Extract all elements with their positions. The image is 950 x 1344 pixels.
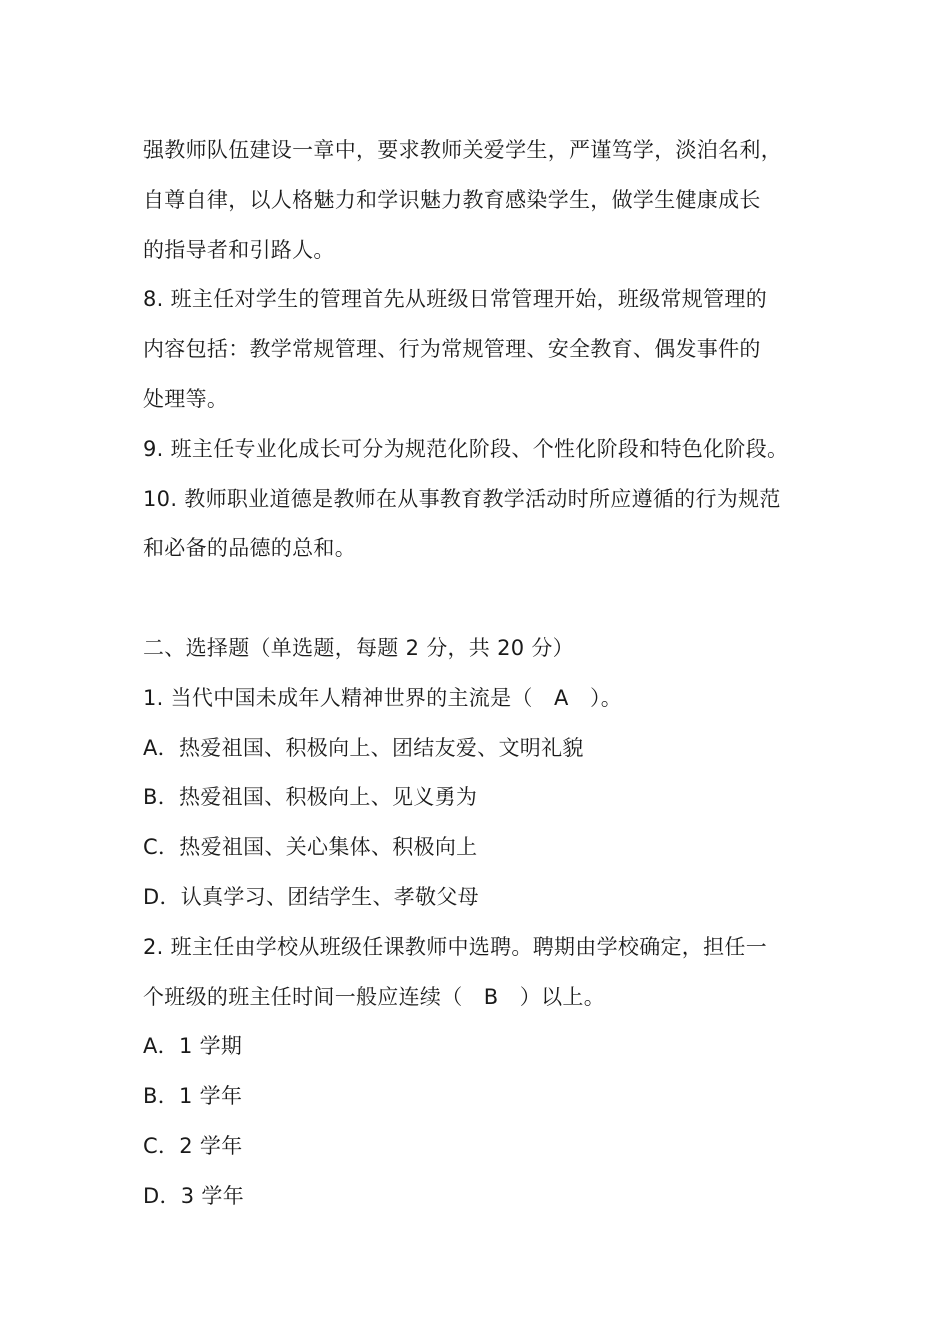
item-8-line: 8. 班主任对学生的管理首先从班级日常管理开始，班级常规管理的	[143, 287, 768, 312]
paragraph-line: 强教师队伍建设一章中，要求教师关爱学生，严谨笃学，淡泊名利，	[143, 138, 782, 162]
question-2-option-c: C．2 学年	[143, 1133, 243, 1158]
question-1-option-d: D．认真学习、团结学生、孝敬父母	[143, 884, 479, 909]
question-1-option-c: C．热爱祖国、关心集体、积极向上	[143, 835, 478, 860]
paragraph-line: 自尊自律，以人格魅力和学识魅力教育感染学生，做学生健康成长	[143, 187, 761, 212]
item-10-line: 10. 教师职业道德是教师在从事教育教学活动时所应遵循的行为规范	[143, 486, 781, 511]
item-10-line: 和必备的品德的总和。	[143, 536, 356, 561]
question-2-stem: 个班级的班主任时间一般应连续（ B ）以上。	[143, 984, 606, 1009]
question-2-option-a: A．1 学期	[143, 1034, 243, 1059]
section-title: 二、选择题（单选题，每题 2 分，共 20 分）	[143, 635, 574, 660]
question-1-option-a: A．热爱祖国、积极向上、团结友爱、文明礼貌	[143, 735, 584, 760]
document-body	[143, 126, 833, 1222]
question-2-option-b: B．1 学年	[143, 1084, 243, 1109]
item-8-line: 内容包括：教学常规管理、行为常规管理、安全教育、偶发事件的	[143, 337, 761, 362]
item-8-line: 处理等。	[143, 386, 229, 411]
question-1-option-b: B．热爱祖国、积极向上、见义勇为	[143, 785, 478, 810]
blank-line	[143, 574, 833, 624]
item-9-line: 9. 班主任专业化成长可分为规范化阶段、个性化阶段和特色化阶段。	[143, 436, 789, 461]
question-2-option-d: D．3 学年	[143, 1183, 245, 1208]
paragraph-line: 的指导者和引路人。	[143, 237, 335, 262]
question-2-stem: 2. 班主任由学校从班级任课教师中选聘。聘期由学校确定，担任一	[143, 934, 768, 959]
question-1-stem: 1. 当代中国未成年人精神世界的主流是（ A ）。	[143, 685, 623, 710]
